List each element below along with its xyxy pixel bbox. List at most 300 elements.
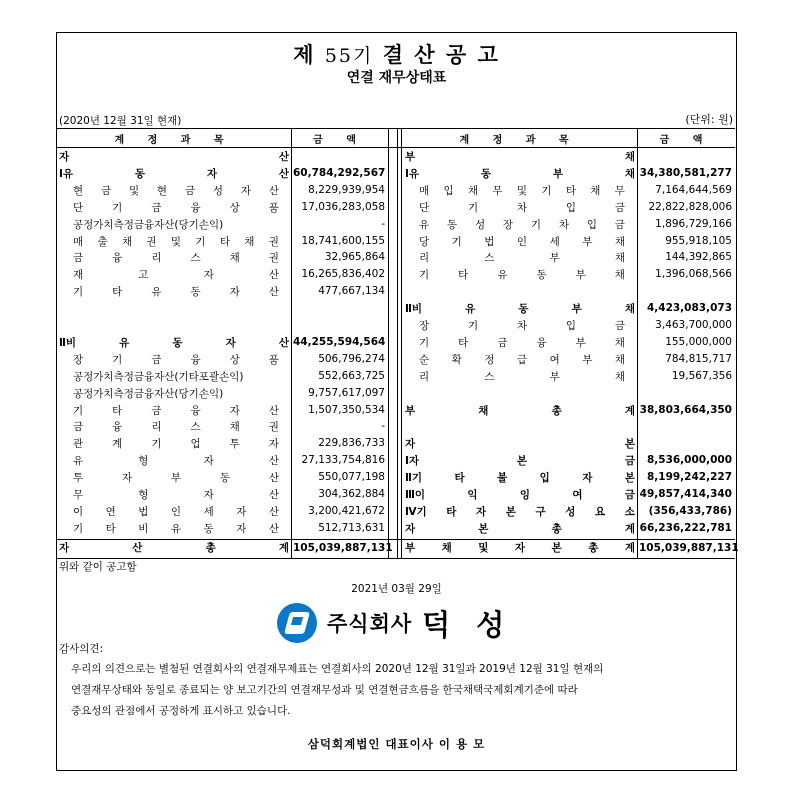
account-label [419,369,625,384]
label-part: 타 [458,269,469,282]
balance-sheet-table [57,128,739,559]
label-part: 세 [549,235,560,248]
table-row [405,300,635,317]
label-part: 타 [112,404,123,417]
label-part: 자 [236,505,247,518]
label-part: 동 [172,336,183,349]
label-part: 스 [190,252,201,265]
label-part: 구 [535,505,546,518]
label-part: 권 [268,252,279,265]
amount-cell: 66,236,222,781 [639,521,732,534]
label-part: 채 [614,235,625,248]
opinion-title: 감사의견: [59,643,104,655]
notice-date: 2021년 03월 29일 [351,583,442,595]
label-part: 채 [121,235,133,248]
label-part: 타 [565,184,576,197]
amount-cell: 7,164,644,569 [655,183,732,196]
totals-row [57,539,739,558]
label-part: 입 [443,184,454,197]
account-label [405,403,635,418]
label-part: 장 [419,320,430,332]
amount-cell: 34,380,581,277 [639,166,732,179]
company-prefix: 주식회사 [327,612,413,636]
table-row [73,351,279,368]
title-term: 55기 [324,45,374,67]
table-row [419,266,625,283]
left-amount-header: 금 액 [313,135,366,146]
amount-cell: 477,667,134 [318,285,385,298]
label-part: 산 [278,151,289,163]
label-part: 무 [73,489,84,501]
label-part: 자 [582,472,593,485]
label-part: 융 [536,336,547,349]
label-part: 고 [138,269,149,282]
label-part: 유 [151,286,162,299]
label-part: 관 [73,438,84,451]
label-part: 입 [586,218,597,231]
auditor-signature: 삼덕회계법인 대표이사 이 용 모 [307,737,486,751]
account-label [405,504,635,519]
account-label [73,200,279,215]
label-part: 무 [492,184,503,197]
label-part: 리 [151,421,162,434]
opinion-line: 우리의 의견으로는 별첨된 연결회사의 연결재무제표는 연결회사의 2020년 12월 31일과 2019년 12월 31일 현재의 [71,663,604,675]
label-part: 타 [219,235,230,248]
account-label [419,318,625,333]
table-row [73,452,279,469]
label-part: 입 [565,201,577,214]
label-part: 총 [205,542,216,554]
label-part: Ⅲ이 [405,489,426,501]
amount-cell: 144,392,865 [665,251,732,264]
amount-cell: 19,567,356 [671,369,732,382]
label-part: 동 [134,167,146,180]
table-row [73,486,279,503]
account-label [73,217,279,232]
account-label [59,539,289,557]
label-part: 채 [624,167,635,180]
table-row [419,199,625,216]
label-part: 산 [268,522,279,535]
table-row [405,165,635,182]
table-row [405,503,635,520]
label-part: 채 [614,269,625,282]
label-part: 부 [575,336,586,349]
label-part: 본 [478,522,489,535]
label-part: 부 [405,151,416,163]
label-part: 익 [467,489,478,501]
label-part: 매 [419,184,430,197]
amount-cell: - [381,217,385,230]
label-part: 동 [518,303,529,316]
label-part: 산 [268,472,279,485]
label-part: 유 [119,336,130,349]
label-part: 채 [478,404,489,417]
label-part: 타 [112,286,123,299]
total-assets-amount: 105,039,887,131 [293,542,393,554]
amount-cell: 155,000,000 [665,335,732,348]
label-part: 총 [551,404,562,417]
label-part: 산 [132,542,143,554]
account-label [405,470,635,485]
label-part: 채 [441,542,452,554]
amount-cell: 552,663,725 [318,369,385,382]
label-part: 부 [582,353,593,366]
table-row [419,368,625,385]
label-part: 입 [565,320,577,332]
table-row [73,385,279,402]
label-part: 단 [419,201,430,214]
amount-cell: 16,265,836,402 [301,268,385,281]
label-part: 여 [549,353,560,366]
label-part: 금 [73,252,84,265]
table-row [73,368,279,385]
label-part: 산 [268,184,279,197]
label-part: 부 [571,303,582,316]
label-part: 기 [73,286,84,299]
table-row [405,486,635,503]
label-part: 현 [73,184,84,197]
right-amount-header: 금 액 [659,135,713,146]
label-part: 투 [229,438,240,451]
label-part: 산 [268,455,279,468]
label-part: 인 [516,235,528,248]
label-part: 채 [590,184,601,197]
account-label [73,436,279,451]
label-part: 스 [484,252,495,265]
table-row [405,148,635,165]
label-part: 기 [419,269,430,282]
table-row [73,266,279,283]
label-part: 자 [229,286,240,299]
label-part: 채 [614,353,625,366]
amount-cell: 512,713,631 [318,521,385,534]
label-part: 본 [624,472,635,485]
amount-cell: 18,741,600,155 [301,234,385,247]
table-row [73,402,279,419]
label-part: 타 [454,472,465,485]
table-row [73,182,279,199]
label-part: 자 [59,151,70,163]
label-part: 리 [151,252,162,265]
account-label [405,149,635,164]
label-part: 금 [151,353,162,366]
label-part: 기 [112,201,123,214]
statement-subtitle: 연결 재무상태표 [346,70,447,86]
label-part: 형 [138,455,149,468]
account-label [73,403,279,418]
label-part: 기 [73,522,84,535]
label-part: 장 [73,353,84,366]
table-row [73,418,279,435]
account-label [405,487,635,502]
label-part: 금 [624,489,635,501]
label-part: 기 [467,201,479,214]
amount-cell: 9,757,617,097 [308,386,385,399]
label-part: 법 [138,505,149,518]
amount-cell: 60,784,292,567 [293,166,386,179]
table-row [419,216,625,233]
table-row [73,233,279,250]
amount-cell: 38,803,664,350 [639,403,732,416]
table-row [73,503,279,520]
label-part: 자 [59,542,70,554]
label-part: 자 [203,489,214,501]
label-part: 무 [614,184,625,197]
label-part: 본 [624,438,635,451]
account-label [405,166,635,181]
label-part: 여 [572,489,583,501]
label-part: 재 [73,269,84,282]
account-label [419,217,625,232]
label-part: 유 [465,303,476,316]
label-part: 및 [128,184,140,197]
label-part: 상 [229,201,240,214]
table-row [405,469,635,486]
amount-cell: 955,918,105 [665,234,732,247]
account-label [419,352,625,367]
label-part: 금 [100,184,112,197]
table-row [73,249,279,266]
opinion-line: 연결재무상태와 동일로 종료되는 양 보고기간의 연결재무성과 및 연결현금흐름을 한국채택국제회계기준에 따라 [71,684,578,696]
label-part: 자 [514,542,526,554]
label-part: 금 [184,184,196,197]
as-of-date: (2020년 12월 31일 현재) [59,115,182,127]
account-label [73,487,279,502]
label-part: 채 [229,252,240,265]
label-part: 자 [225,336,236,349]
label-part: 불 [497,472,508,485]
left-item-header: 계 정 과 목 [114,135,234,146]
label-part: 기 [530,218,542,231]
label-part: 총 [588,542,599,554]
label-part: 유 [497,269,508,282]
label-part: 산 [278,336,289,349]
table-row [419,249,625,266]
account-label [405,539,635,557]
amount-cell: 49,857,414,340 [639,488,732,500]
amount-cell: 1,507,350,534 [308,403,385,416]
label-part: 동 [446,218,458,231]
label-part: 본 [505,505,516,518]
page-title [57,39,736,69]
label-part: 자 [476,505,487,518]
account-label [73,284,279,299]
label-part: 총 [551,522,562,535]
label-part: 스 [190,421,201,434]
label-part: 부 [549,252,560,265]
label-part: 자 [121,472,133,485]
amount-cell: 32,965,864 [324,251,385,264]
unit-label: (단위: 원) [685,113,733,126]
table-row [73,283,279,300]
label-part: 매 [73,235,84,248]
label-part: 이 [73,505,84,518]
label-part: 권 [268,421,279,434]
account-label [59,166,289,181]
label-part: 자 [405,522,416,535]
label-part: 채 [467,184,479,197]
account-label [419,250,625,265]
label-part: 상 [229,353,240,366]
label-part: 성 [565,505,576,518]
label-part: 계 [278,542,289,554]
table-row [59,334,289,351]
label-part: 타 [105,522,116,535]
label-part: 유 [170,522,182,535]
label-part: 금 [614,320,625,332]
label-part: 계 [624,522,635,535]
label-part: 순 [419,353,430,366]
amount-cell: 304,362,884 [318,488,385,500]
label-part: 법 [484,235,495,248]
table-row [405,452,635,469]
label-part: 자 [236,522,247,535]
label-part: 동 [536,269,547,282]
label-part: 채 [244,235,255,248]
account-label [405,453,635,468]
label-part: 기 [419,336,430,349]
label-part: 차 [516,320,528,332]
amount-cell: 27,133,754,816 [301,454,385,467]
label-part: 성 [212,184,223,197]
label-part: 리 [419,252,430,265]
label-part: 및 [478,542,489,554]
label-part: 채 [624,303,635,316]
table-row [73,216,279,233]
label-part: 투 [73,472,84,485]
label-part: 공정가치측정금융자산(당기손익) [73,387,224,400]
label-part: 요 [595,505,606,518]
label-part: 금 [614,201,625,214]
label-part: 유 [73,455,84,468]
amount-cell: 4,423,083,073 [646,302,732,315]
label-part: 자 [203,269,214,282]
label-part: 유 [419,218,430,231]
amount-cell: 784,815,717 [665,352,732,365]
account-label [419,183,625,198]
table-row [419,351,625,368]
label-part: 기 [73,404,84,417]
label-part: 부 [170,472,182,485]
account-label [73,234,279,249]
label-part: 기 [112,353,123,366]
account-label [419,335,625,350]
label-part: 자 [240,184,251,197]
amount-cell: 44,255,594,564 [293,335,386,348]
label-part: 차 [558,218,569,231]
label-part: 기 [451,235,462,248]
label-part: 기 [151,438,162,451]
label-part: 세 [203,505,214,518]
account-label [73,419,279,434]
label-part: 단 [73,201,84,214]
table-row [73,469,279,486]
account-label [405,521,635,536]
label-part: 부 [552,167,563,180]
right-item-header: 계 정 과 목 [459,135,579,146]
table-row [405,520,635,537]
account-label [73,386,279,401]
label-part: 리 [419,370,430,383]
label-part: 업 [190,438,201,451]
label-part: 기 [467,320,479,332]
label-part: 자 [405,438,416,451]
label-part: 계 [112,438,123,451]
label-part: 비 [138,522,149,535]
label-part: 확 [451,353,462,366]
label-part: 성 [474,218,486,231]
label-part: 금 [151,404,162,417]
label-part: 금 [614,218,625,231]
label-part: 급 [516,353,528,366]
amount-cell: - [381,420,385,433]
label-part: 금 [151,201,162,214]
label-part: 자 [206,167,217,180]
label-part: 기 [195,235,206,248]
label-part: 형 [138,489,149,501]
table-row [419,317,625,334]
title-main: 결 산 공 고 [382,42,500,67]
amount-cell: 8,536,000,000 [646,454,732,467]
account-label [59,335,289,350]
label-part: 동 [480,167,492,180]
company-name: 덕 성 [422,607,513,642]
label-part: 및 [170,235,182,248]
label-part: 계 [624,542,635,554]
label-part: 스 [484,370,495,383]
table-row [419,233,625,250]
label-part: 당 [419,235,430,248]
amount-cell: 22,822,828,006 [648,200,732,213]
label-part: 및 [516,184,528,197]
amount-cell: (356,433,786) [648,504,732,517]
label-part: 공정가치측정금융자산(기타포괄손익) [73,370,244,383]
total-liabilities-equity-amount: 105,039,887,131 [639,542,739,554]
label-part: 공정가치측정금융자산(당기손익) [73,218,224,231]
label-part: 기 [541,184,552,197]
label-part: 동 [203,522,214,535]
label-part: 품 [268,353,279,366]
label-part: Ⅰ자 [405,455,420,468]
label-part: 부 [582,235,593,248]
table-row [405,435,635,452]
label-part: 금 [73,421,84,434]
amount-cell: 1,896,729,166 [655,217,732,230]
label-part: 산 [268,505,279,518]
label-part: 입 [539,472,550,485]
label-part: 타 [458,336,469,349]
label-part: 장 [502,218,514,231]
label-part: 산 [278,167,289,180]
label-part: 품 [268,201,279,214]
account-label [73,352,279,367]
table-row [73,435,279,452]
account-label [59,149,289,164]
amount-cell: 3,200,421,672 [308,504,385,517]
label-part: 자 [203,455,214,468]
account-label [73,250,279,265]
label-part: 타 [446,505,457,518]
amount-cell: 3,463,700,000 [655,319,732,331]
account-label [419,234,625,249]
amount-cell: 8,199,242,227 [646,471,732,484]
logo-icon [277,603,317,643]
label-part: 융 [190,353,201,366]
label-part: 채 [614,336,625,349]
label-part: 권 [268,235,279,248]
account-label [73,267,279,282]
